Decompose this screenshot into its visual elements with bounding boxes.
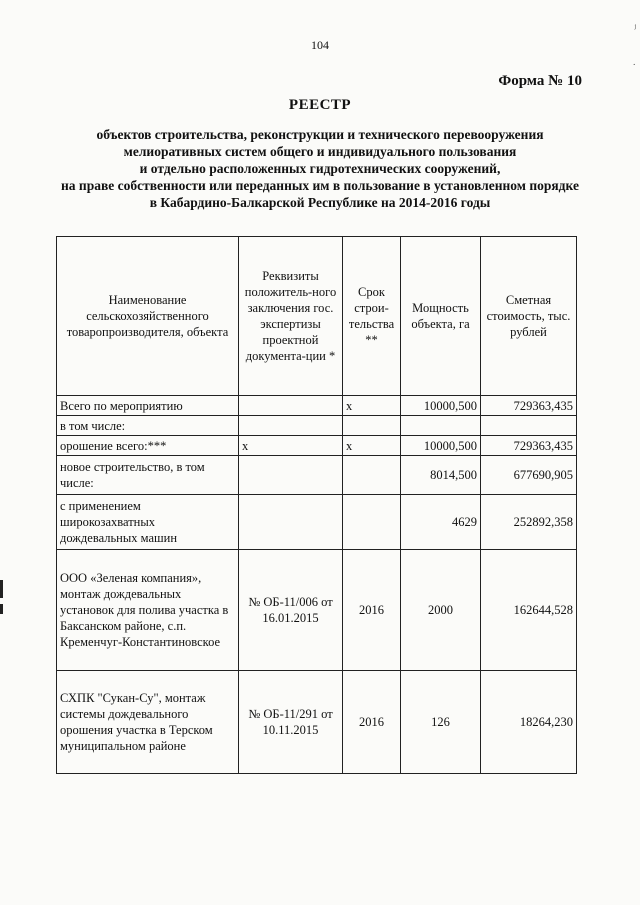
cell-expertise: № ОБ-11/006 от 16.01.2015 (239, 550, 343, 671)
cell-term (343, 416, 401, 436)
cell-expertise (239, 396, 343, 416)
cell-term: x (343, 436, 401, 456)
cell-capacity: 10000,500 (401, 436, 481, 456)
cell-expertise (239, 495, 343, 550)
cell-name: ООО «Зеленая компания», монтаж дождевальных установок для полива участка в Баксанском районе, с.п. Кременчуг-Константиновское (57, 550, 239, 671)
margin-mark-top: ʲ (634, 22, 636, 34)
table-row (57, 396, 577, 416)
table-row (57, 671, 577, 774)
cell-name: СХПК "Сукан-Су", монтаж системы дождевального орошения участка в Терском муниципальном районе (57, 671, 239, 774)
table-row (57, 456, 577, 495)
cell-cost: 162644,528 (481, 550, 577, 671)
cell-cost: 252892,358 (481, 495, 577, 550)
header-name: Наименование сельскохозяйственного товаропроизводителя, объекта (57, 237, 239, 396)
table-header-row (57, 237, 577, 396)
cell-expertise (239, 416, 343, 436)
cell-cost: 729363,435 (481, 396, 577, 416)
document-title: РЕЕСТР (288, 97, 352, 113)
margin-mark-second: ˙ (632, 62, 636, 74)
cell-capacity: 4629 (401, 495, 481, 550)
scan-edge-mark (0, 604, 3, 614)
table-row (57, 495, 577, 550)
table-row (57, 416, 577, 436)
registry-table (56, 236, 577, 774)
subtitle-line: на праве собственности или переданных им в пользование в установленном порядке (61, 178, 579, 193)
header-capacity: Мощность объекта, га (401, 237, 481, 396)
form-label: Форма № 10 (498, 73, 582, 89)
cell-cost: 677690,905 (481, 456, 577, 495)
scan-edge-mark (0, 580, 3, 598)
subtitle-line: объектов строительства, реконструкции и технического перевооружения (96, 127, 544, 142)
cell-expertise (239, 456, 343, 495)
document-subtitle (0, 126, 640, 211)
cell-name: новое строительство, в том числе: (57, 456, 239, 495)
subtitle-line: в Кабардино-Балкарской Республике на 2014-2016 годы (149, 195, 491, 210)
table-row (57, 550, 577, 671)
cell-term: 2016 (343, 671, 401, 774)
cell-capacity: 2000 (401, 550, 481, 671)
cell-capacity: 8014,500 (401, 456, 481, 495)
cell-cost: 18264,230 (481, 671, 577, 774)
header-expertise: Реквизиты положитель-ного заключения гос. экспертизы проектной документа-ции * (239, 237, 343, 396)
cell-name: с применением широкозахватных дождевальных машин (57, 495, 239, 550)
page-number: 104 (311, 38, 329, 52)
cell-capacity: 126 (401, 671, 481, 774)
cell-capacity (401, 416, 481, 436)
cell-term (343, 456, 401, 495)
subtitle-line: и отдельно расположенных гидротехнических сооружений, (139, 161, 501, 176)
cell-cost: 729363,435 (481, 436, 577, 456)
cell-term: 2016 (343, 550, 401, 671)
header-term: Срок строи-тельства ** (343, 237, 401, 396)
cell-expertise: № ОБ-11/291 от 10.11.2015 (239, 671, 343, 774)
cell-cost (481, 416, 577, 436)
cell-name: в том числе: (57, 416, 239, 436)
cell-expertise: x (239, 436, 343, 456)
header-cost: Сметная стоимость, тыс. рублей (481, 237, 577, 396)
subtitle-line: мелиоративных систем общего и индивидуального пользования (123, 144, 517, 159)
cell-capacity: 10000,500 (401, 396, 481, 416)
cell-name: орошение всего:*** (57, 436, 239, 456)
table-row (57, 436, 577, 456)
cell-term: x (343, 396, 401, 416)
cell-name: Всего по мероприятию (57, 396, 239, 416)
cell-term (343, 495, 401, 550)
